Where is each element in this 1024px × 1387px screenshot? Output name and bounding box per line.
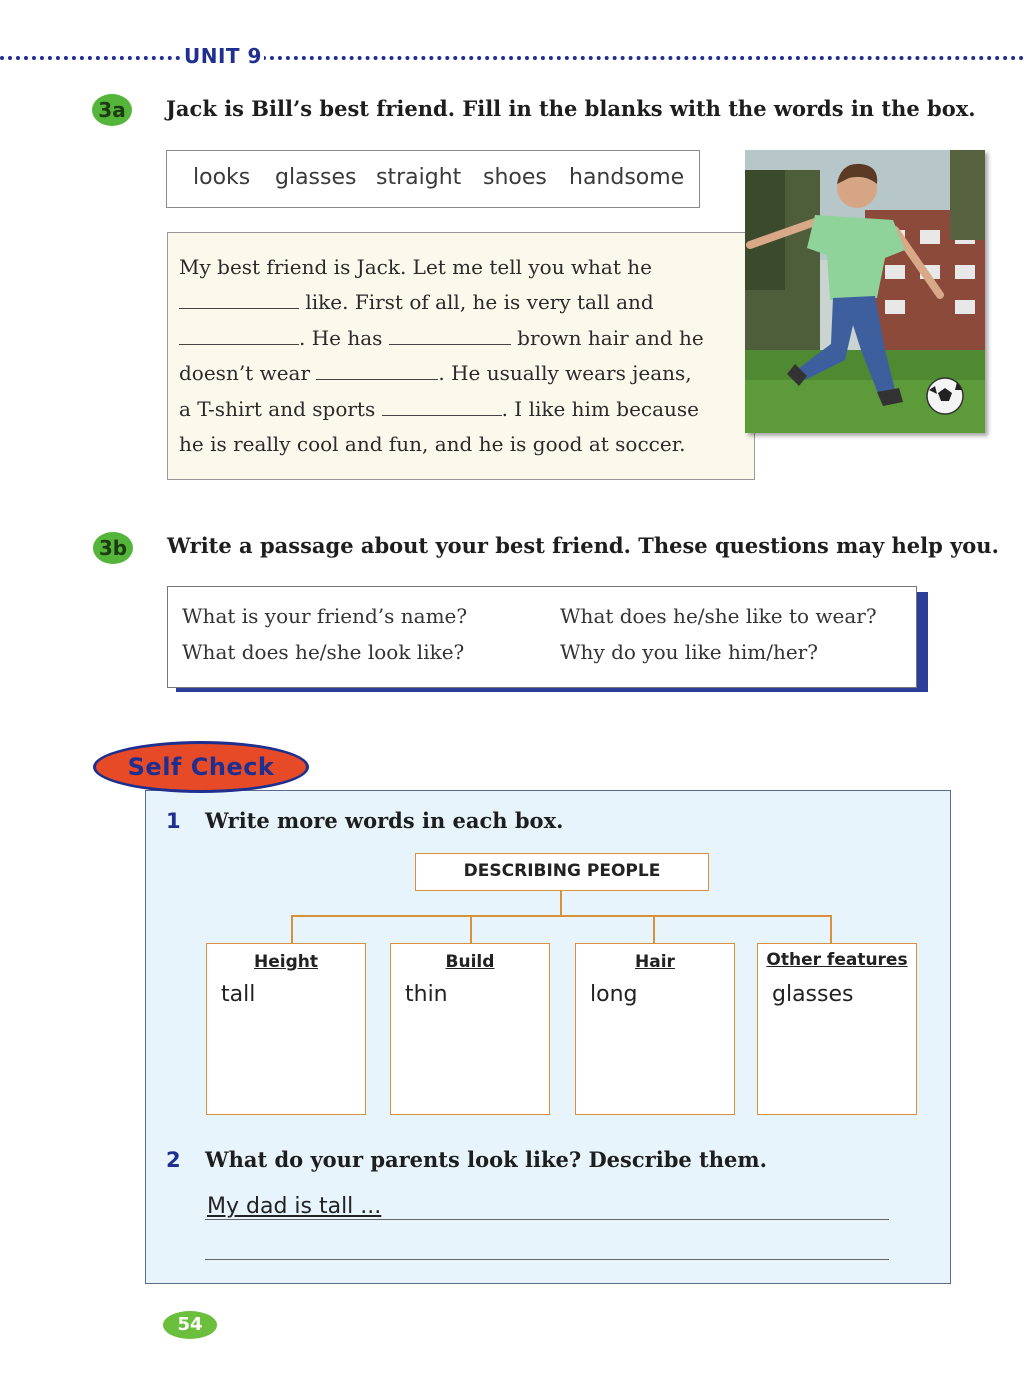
self-check-badge: Self Check [93, 741, 309, 793]
word-box-item: glasses [275, 165, 357, 190]
unit-header [0, 44, 1024, 72]
self-check-q2: What do your parents look like? Describe them. [205, 1147, 767, 1172]
question-item: What does he/she look like? [182, 640, 465, 664]
word-box-item: shoes [483, 165, 547, 190]
instruction-3b: Write a passage about your best friend. These questions may help you. [167, 533, 999, 558]
self-check-q1: Write more words in each box. [205, 808, 564, 833]
passage-box [167, 232, 755, 480]
connector-line [653, 915, 655, 944]
passage-line [179, 326, 704, 350]
unit-title: UNIT 9 [184, 44, 262, 68]
passage-line [179, 361, 692, 385]
header-dots-right [262, 56, 1024, 60]
category-box-height[interactable] [206, 943, 366, 1115]
category-box-build[interactable] [390, 943, 550, 1115]
photo-boy-kicking-soccer-ball [745, 150, 985, 433]
connector-line [470, 915, 472, 944]
word-box-item: straight [376, 165, 462, 190]
passage-text: . I like him because [501, 397, 700, 421]
category-title: Build [445, 952, 495, 972]
question-item: Why do you like him/her? [560, 640, 818, 664]
writing-line[interactable] [205, 1259, 889, 1260]
category-box-hair[interactable] [575, 943, 735, 1115]
fill-blank[interactable] [382, 397, 502, 416]
fill-blank[interactable] [179, 290, 299, 309]
category-box-other-features[interactable] [757, 943, 917, 1115]
question-item: What is your friend’s name? [182, 604, 468, 628]
describing-people-box: DESCRIBING PEOPLE [415, 853, 709, 891]
header-dots-left [0, 56, 180, 60]
category-example: tall [221, 982, 256, 1007]
question-number: 2 [166, 1148, 181, 1172]
passage-line: he is really cool and fun, and he is good at soccer. [179, 432, 686, 456]
question-item: What does he/she like to wear? [560, 604, 877, 628]
badge-3a: 3a [92, 94, 132, 126]
passage-text: like. First of all, he is very tall and [305, 290, 654, 314]
word-box-item: looks [193, 165, 251, 190]
photo-illustration [745, 150, 985, 433]
writing-line[interactable] [205, 1219, 889, 1220]
fill-blank[interactable] [316, 361, 438, 380]
passage-text: doesn’t wear [179, 361, 311, 385]
passage-text: a T-shirt and sports [179, 397, 376, 421]
category-title: Height [254, 952, 318, 972]
questions-box [167, 586, 917, 688]
connector-line [830, 915, 832, 944]
passage-line: My best friend is Jack. Let me tell you what he [179, 255, 652, 279]
passage-text: . He usually wears jeans, [438, 361, 692, 385]
connector-line [560, 891, 562, 916]
connector-line [291, 915, 832, 917]
category-example: glasses [772, 982, 854, 1007]
passage-text: brown hair and he [517, 326, 704, 350]
category-example: thin [405, 982, 448, 1007]
passage-line [179, 290, 654, 314]
answer-example: My dad is tall ... [207, 1194, 382, 1219]
word-box [166, 150, 700, 208]
category-title: Hair [635, 952, 675, 972]
category-title: Other features [766, 950, 908, 970]
page-number: 54 [163, 1311, 217, 1339]
connector-line [291, 915, 293, 944]
question-number: 1 [166, 809, 181, 833]
passage-line [179, 397, 699, 421]
category-example: long [590, 982, 638, 1007]
fill-blank[interactable] [179, 326, 299, 345]
passage-text: . He has [299, 326, 383, 350]
badge-3b: 3b [93, 532, 133, 564]
word-box-item: handsome [569, 165, 685, 190]
fill-blank[interactable] [389, 326, 511, 345]
instruction-3a: Jack is Bill’s best friend. Fill in the blanks with the words in the box. [166, 96, 976, 121]
